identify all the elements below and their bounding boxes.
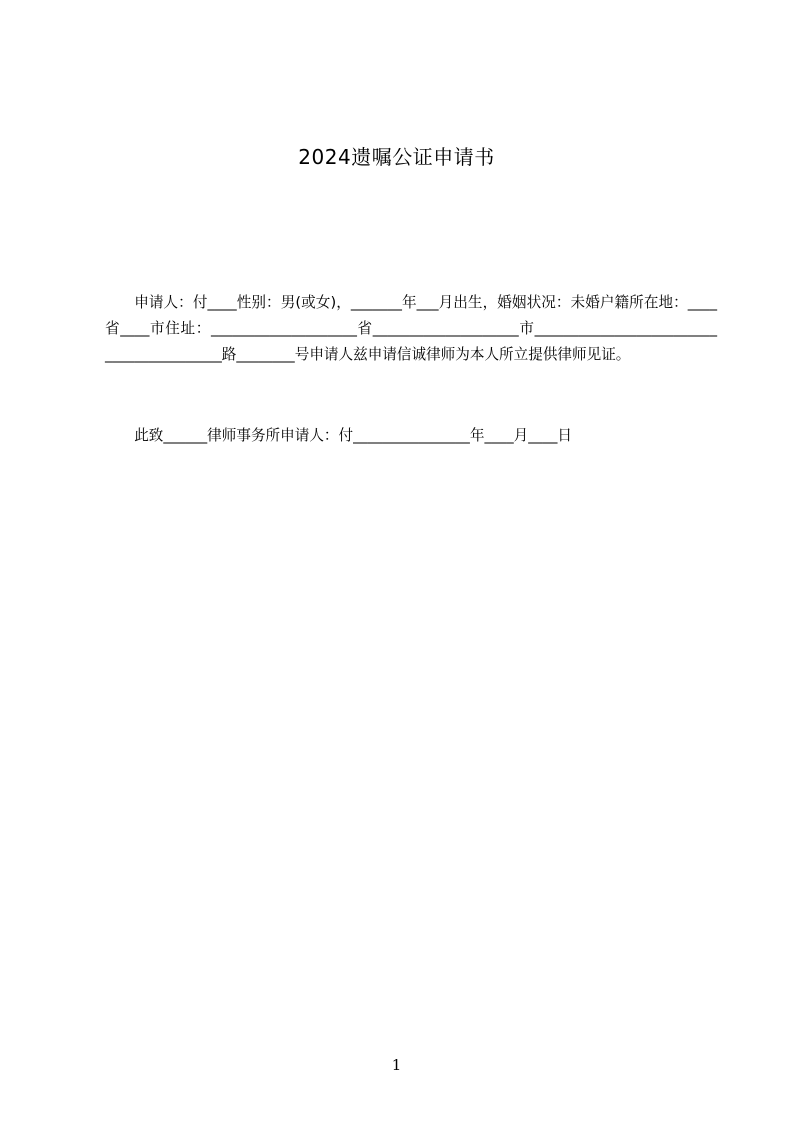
document-title: 2024遗嘱公证申请书 <box>298 145 495 169</box>
closing-line: 此致______律师事务所申请人：付________________年____月____日 <box>134 427 573 444</box>
application-paragraph: 申请人：付____性别：男(或女)，_______年___月出生，婚姻状况：未婚户籍所在地：____省____市住址：____________________省____________________市_________________________________________路________号申请人兹申请信诚律师为本人所立提供律师见证。 <box>105 294 717 363</box>
page-number: 1 <box>391 1056 402 1074</box>
